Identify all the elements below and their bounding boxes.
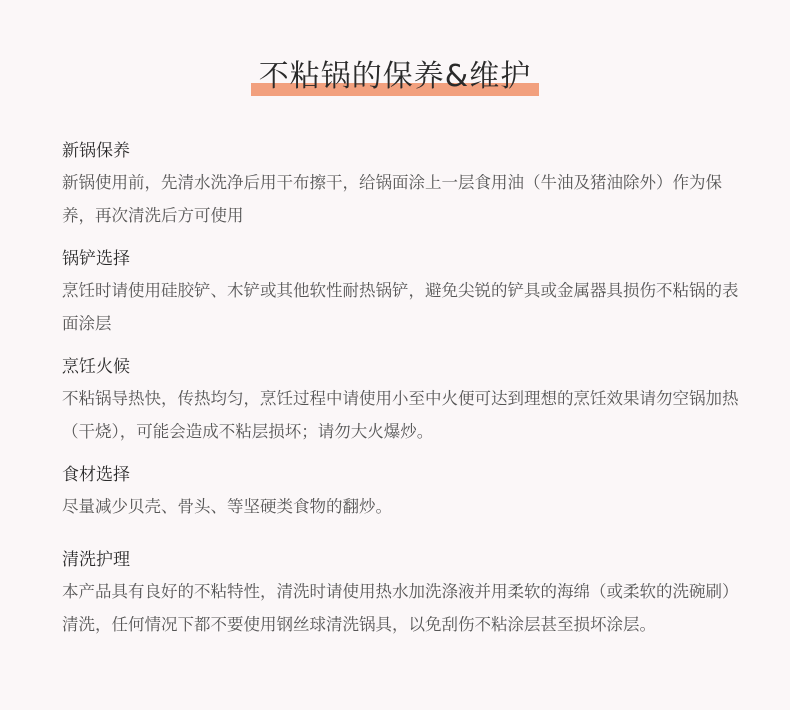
section-heading: 锅铲选择: [62, 249, 130, 269]
section-body: 尽量减少贝壳、骨头、等坚硬类食物的翻炒。: [62, 497, 392, 516]
section-ingredient-choice: [62, 462, 742, 523]
section-heading: 食材选择: [62, 465, 130, 485]
section-cleaning-care: [62, 547, 742, 641]
section-heading: 新锅保养: [62, 141, 130, 161]
section-body: 不粘锅导热快，传热均匀，烹饪过程中请使用小至中火便可达到理想的烹饪效果请勿空锅加热（干烧），可能会造成不粘层损坏；请勿大火爆炒。: [62, 389, 739, 441]
page-title: [251, 56, 539, 98]
section-body: 烹饪时请使用硅胶铲、木铲或其他软性耐热锅铲，避免尖锐的铲具或金属器具损伤不粘锅的表面涂层: [62, 281, 739, 333]
section-heading: 烹饪火候: [62, 357, 130, 377]
section-body: 本产品具有良好的不粘特性，清洗时请使用热水加洗涤液并用柔软的海绵（或柔软的洗碗刷）清洗，任何情况下都不要使用钢丝球清洗锅具，以免刮伤不粘涂层甚至损坏涂层。: [62, 582, 739, 634]
section-spatula-choice: [62, 246, 742, 340]
section-new-pan-care: [62, 138, 742, 232]
section-body: 新锅使用前，先清水洗净后用干布擦干，给锅面涂上一层食用油（牛油及猪油除外）作为保养，再次清洗后方可使用: [62, 173, 722, 225]
page-title-text: 不粘锅的保养&维护: [258, 59, 532, 94]
care-instructions: [62, 138, 742, 641]
title-area: [0, 56, 790, 98]
section-heat-control: [62, 354, 742, 448]
section-heading: 清洗护理: [62, 550, 130, 570]
